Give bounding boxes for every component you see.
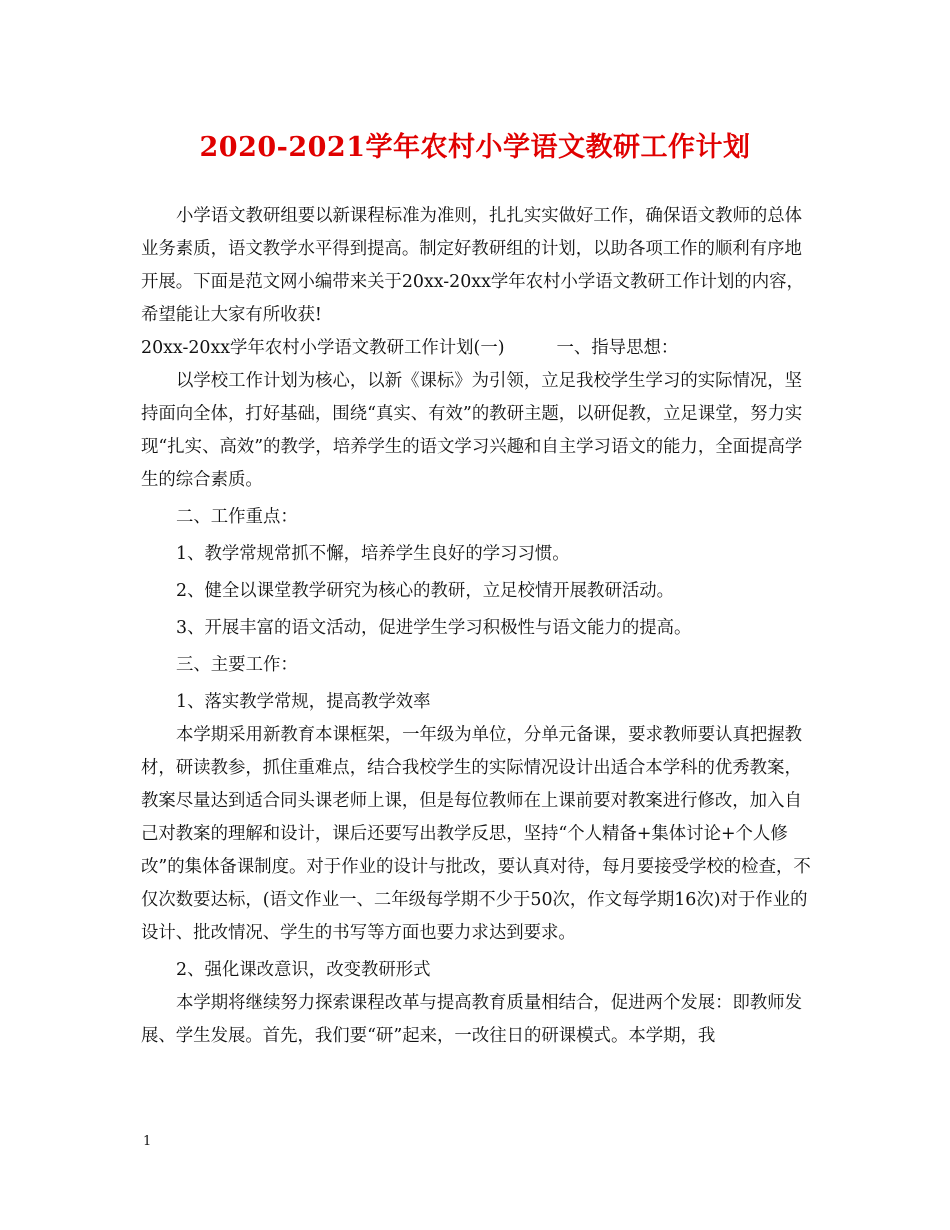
section2-item-3: 3、开展丰富的语文活动，促进学生学习积极性与语文能力的提高。 [176,618,692,638]
work1-paragraph: 本学期采用新教育本课框架，一年级为单位，分单元备课，要求教师要认真把握教材，研读教参，抓住重难点，结合我校学生的实际情况设计出适合本学科的优秀教案，教案尽量达到适合同头课老师上课，但是每位教师在上课前要对教案进行修改，加入自己对教案的理解和设计，课后还要写出教学反思，坚持“个人精备+集体讨论+个人修改”的集体备课制度。对于作业的设计与批改，要认真对待，每月要接受学校的检查，不仅次数要达标，(语文作业一、二年级每学期不少于50次，作文每学期16次)对于作业的设计、批改情况、学生的书写等方面也要力求达到要求。 [141,725,811,943]
work2-heading: 2、强化课改意识，改变教研形式 [176,960,431,980]
work2-paragraph: 本学期将继续努力探索课程改革与提高教育质量相结合，促进两个发展：即教师发展、学生发展。首先，我们要“研”起来，一改往日的研课模式。本学期，我 [141,993,803,1046]
section2-heading: 二、工作重点： [176,507,298,527]
document-title: 2020-2021学年农村小学语文教研工作计划 [199,132,751,163]
intro-paragraph: 小学语文教研组要以新课程标准为准则，扎扎实实做好工作，确保语文教师的总体业务素质，语文教学水平得到提高。制定好教研组的计划，以助各项工作的顺利有序地开展。下面是范文网小编带来关于20xx-20xx学年农村小学语文教研工作计划的内容，希望能让大家有所收获! [141,206,804,325]
part-heading: 20xx-20xx学年农村小学语文教研工作计划(一) [141,338,505,358]
section1-paragraph: 以学校工作计划为核心，以新《课标》为引领，立足我校学生学习的实际情况，坚持面向全体，打好基础，围绕“真实、有效”的教研主题，以研促教，立足课堂，努力实现“扎实、高效”的教学，培养学生的语文学习兴趣和自主学习语文的能力，全面提高学生的综合素质。 [141,371,803,490]
document-body [141,200,817,1053]
section2-item-2: 2、健全以课堂教学研究为核心的教研，立足校情开展教研活动。 [176,581,675,601]
work1-heading: 1、落实教学常规，提高教学效率 [176,692,431,712]
section2-item-1: 1、教学常规常抓不懈，培养学生良好的学习习惯。 [176,544,570,564]
page-number: 1 [143,1134,152,1149]
section3-heading: 三、主要工作： [176,655,298,675]
part-heading-line [141,332,817,365]
section1-heading: 一、指导思想： [556,338,679,358]
